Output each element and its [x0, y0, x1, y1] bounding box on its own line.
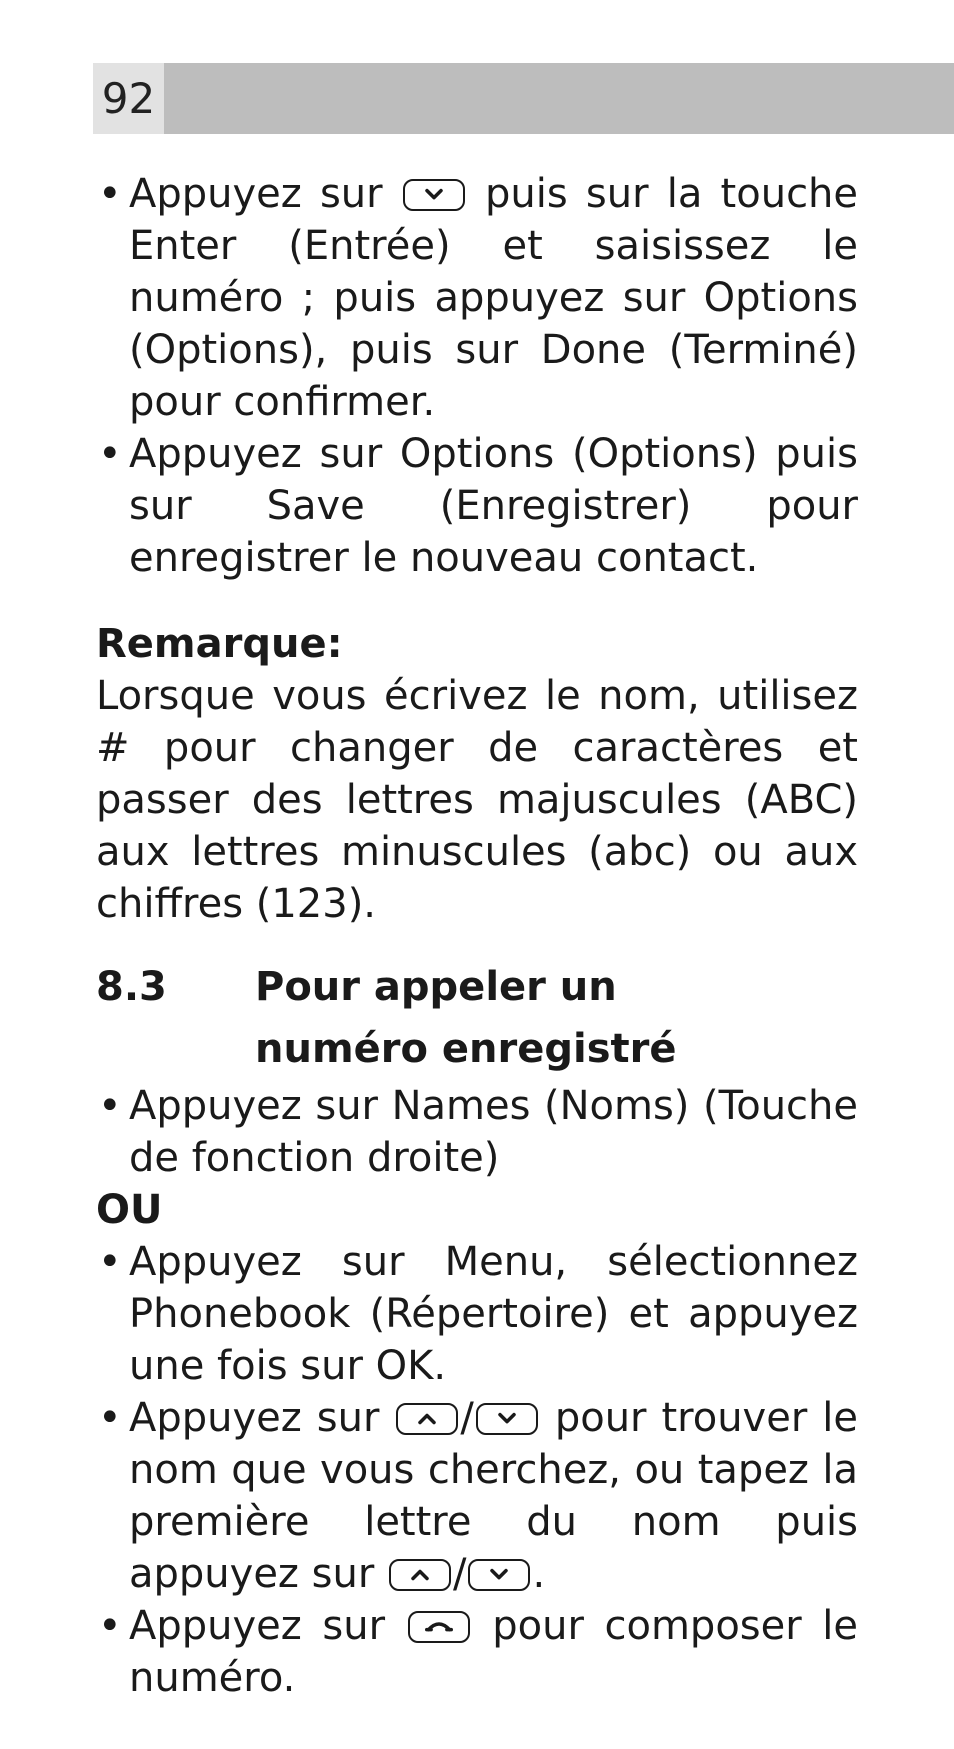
list-item: • Appuyez sur Options (Options) puis sur Save (Enregistrer) pour enregistrer le nouveau contact. — [98, 431, 858, 581]
section-heading — [96, 956, 858, 1080]
up-arrow-key-icon — [396, 1403, 458, 1435]
remark-title: Remarque: — [96, 621, 343, 667]
down-arrow-key-icon — [468, 1559, 530, 1591]
down-arrow-key-icon — [476, 1403, 538, 1435]
list-item: • Appuyez sur / pour trouver le nom que vous cherchez, ou tapez la première lettre du nom puis appuyez sur / . — [98, 1395, 858, 1597]
list-item: • Appuyez sur Names (Noms) (Touche de fonction droite) — [98, 1083, 858, 1181]
page-number: 92 — [93, 63, 164, 134]
section-number: 8.3 — [96, 964, 167, 1010]
remark-text: Lorsque vous écrivez le nom, utilisez # pour changer de caractères et passer des lettres majuscules (ABC) aux lettres minuscules (abc) ou aux chiffres (123). — [96, 673, 858, 927]
page-content — [96, 168, 858, 1704]
list-item: • Appuyez sur puis sur la touche Enter (Entrée) et saisissez le numéro ; puis appuyez sur Options (Options), puis sur Done (Terminé) pour confirmer. — [98, 171, 859, 425]
section-title-line-2: numéro enregistré — [255, 1026, 677, 1072]
down-arrow-key-icon — [403, 179, 465, 211]
list-item: • Appuyez sur Menu, sélectionnez Phonebook (Répertoire) et appuyez une fois sur OK. — [98, 1239, 858, 1389]
up-arrow-key-icon — [389, 1559, 451, 1591]
section-title-line-1: Pour appeler un — [255, 964, 617, 1010]
call-key-icon — [408, 1611, 470, 1643]
or-label: OU — [96, 1187, 163, 1233]
list-item: • Appuyez sur pour composer le numéro. — [98, 1603, 859, 1701]
header-bar — [93, 63, 954, 134]
